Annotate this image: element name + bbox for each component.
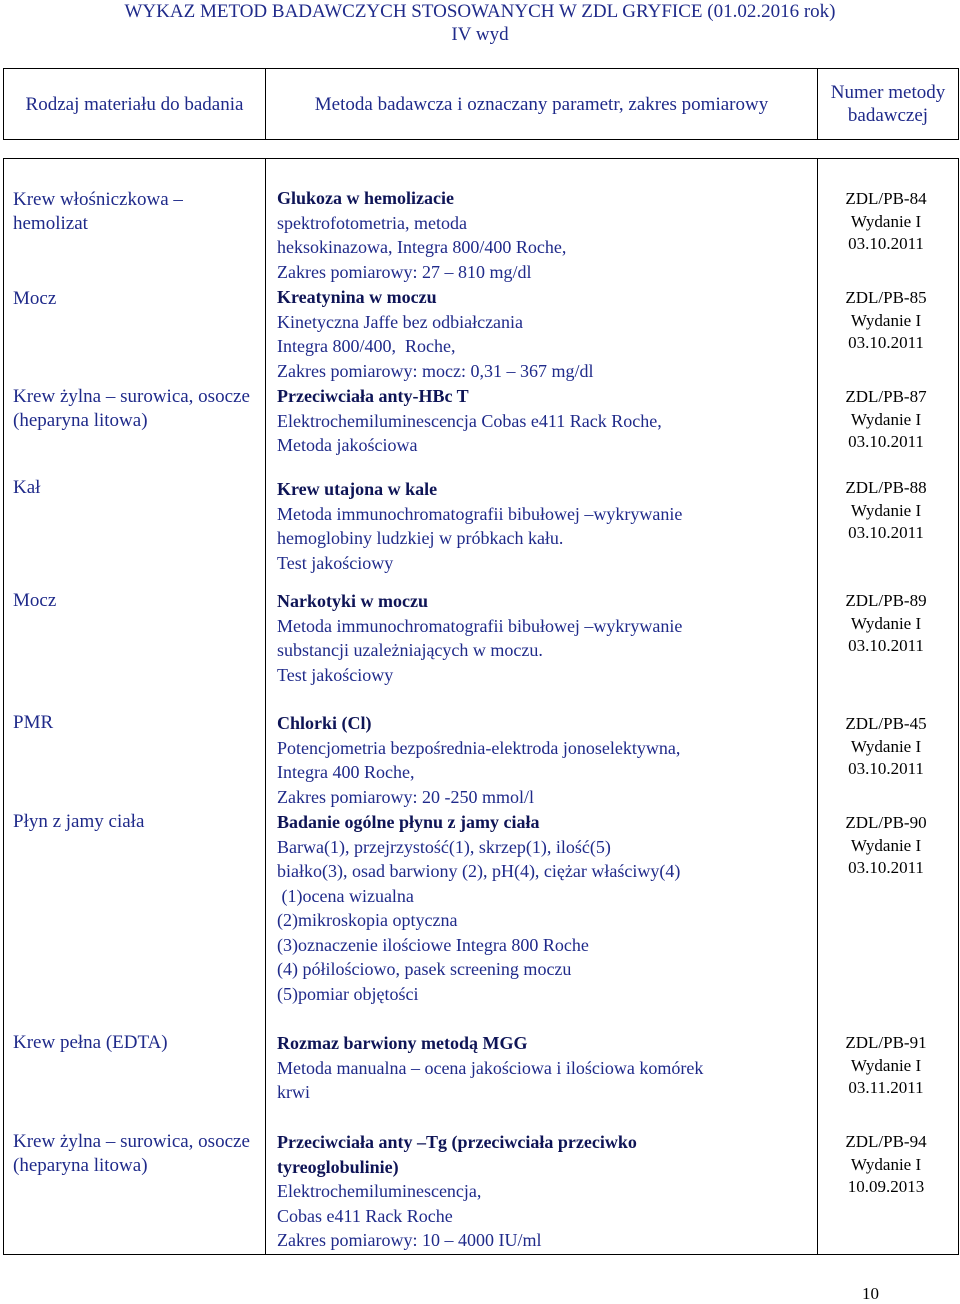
method-line: Metoda immunochromatografii bibułowej –wykrywanie [277, 615, 683, 636]
method-number-code: ZDL/PB-84 [845, 189, 927, 208]
method-number-edition: Wydanie I [850, 736, 922, 756]
material-cell: Krew pełna (EDTA) [13, 1032, 168, 1053]
header-method: Metoda badawcza i oznaczany parametr, zakres pomiarowy [266, 69, 818, 140]
material-cell: PMR [13, 712, 54, 733]
method-number-code: ZDL/PB-85 [845, 288, 927, 307]
method-line: Test jakościowy [277, 664, 394, 685]
method-line: Potencjometria bezpośrednia-elektroda jonoselektywna, [277, 737, 681, 758]
method-line: hemoglobiny ludzkiej w próbkach kału. [277, 528, 564, 548]
method-line: (4) półilościowo, pasek screening moczu [277, 959, 572, 979]
title-line-2: IV wyd [451, 24, 509, 45]
method-number-date: 03.10.2011 [848, 333, 924, 352]
material-cell: Płyn z jamy ciała [13, 811, 145, 832]
page-number: 10 [862, 1284, 879, 1303]
method-title: Krew utajona w kale [277, 479, 438, 499]
material-cell: Mocz [13, 590, 57, 611]
method-number-cell [818, 287, 954, 355]
method-number-cell [818, 386, 954, 454]
method-number-code: ZDL/PB-91 [845, 1033, 927, 1052]
method-line: spektrofotometria, metoda [277, 212, 467, 233]
method-title: Kreatynina w moczu [277, 287, 437, 307]
method-number-code: ZDL/PB-89 [845, 591, 927, 610]
method-number-edition: Wydanie I [850, 409, 922, 429]
method-line: Cobas e411 Rack Roche [277, 1205, 453, 1226]
method-line: Kinetyczna Jaffe bez odbiałczania [277, 311, 524, 332]
method-line: substancji uzależniających w moczu. [277, 640, 543, 660]
method-line: (5)pomiar objętości [277, 983, 419, 1004]
method-number-code: ZDL/PB-87 [845, 387, 927, 406]
method-number-code: ZDL/PB-45 [845, 714, 927, 733]
method-number-code: ZDL/PB-90 [845, 813, 927, 832]
method-line: Zakres pomiarowy: mocz: 0,31 – 367 mg/dl [277, 360, 594, 381]
material-cell: Krew żylna – surowica, osocze (heparyna litowa) [13, 386, 250, 431]
method-line: Metoda jakościowa [277, 435, 418, 455]
method-number-edition: Wydanie I [850, 1154, 922, 1174]
header-table [3, 68, 959, 140]
material-cell: Kał [13, 477, 41, 498]
method-title: Chlorki (Cl) [277, 713, 372, 733]
method-line: Elektrochemiluminescencja, [277, 1181, 482, 1201]
method-number-edition: Wydanie I [850, 1055, 922, 1075]
method-number-cell [818, 1131, 954, 1199]
method-title: Przeciwciała anty –Tg (przeciwciała przeciwko [277, 1132, 637, 1152]
method-number-cell [818, 1032, 954, 1100]
method-title: Przeciwciała anty-HBc T [277, 386, 469, 406]
method-number-code: ZDL/PB-94 [845, 1132, 927, 1151]
method-number-edition: Wydanie I [850, 310, 922, 330]
material-cell: Mocz [13, 288, 57, 309]
method-title: Narkotyki w moczu [277, 591, 428, 611]
method-number-edition: Wydanie I [850, 613, 922, 633]
method-title: Glukoza w hemolizacie [277, 188, 454, 208]
method-line: Zakres pomiarowy: 10 – 4000 IU/ml [277, 1230, 542, 1250]
material-cell: Krew żylna – surowica, osocze (heparyna litowa) [13, 1131, 250, 1176]
method-title: Badanie ogólne płynu z jamy ciała [277, 812, 540, 832]
method-number-date: 03.10.2011 [848, 523, 924, 542]
method-number-date: 03.10.2011 [848, 432, 924, 451]
method-number-date: 03.10.2011 [848, 636, 924, 655]
method-line: Metoda manualna – ocena jakościowa i ilościowa komórek [277, 1057, 704, 1078]
method-number-code: ZDL/PB-88 [845, 478, 927, 497]
method-line: (2)mikroskopia optyczna [277, 910, 458, 930]
title-line-1: WYKAZ METOD BADAWCZYCH STOSOWANYCH W ZDL GRYFICE (01.02.2016 rok) [124, 1, 836, 22]
method-title: Rozmaz barwiony metodą MGG [277, 1033, 528, 1053]
method-title-cont: tyreoglobulinie) [277, 1156, 399, 1177]
method-number-date: 10.09.2013 [847, 1177, 925, 1196]
method-number-edition: Wydanie I [850, 835, 922, 855]
document-title [0, 0, 960, 46]
method-number-cell [818, 188, 954, 256]
method-number-edition: Wydanie I [850, 211, 922, 231]
method-line: Zakres pomiarowy: 20 -250 mmol/l [277, 786, 534, 807]
method-line: Elektrochemiluminescencja Cobas e411 Rack Roche, [277, 410, 662, 431]
method-number-date: 03.10.2011 [848, 234, 924, 253]
method-line: (1)ocena wizualna [277, 885, 414, 906]
method-line: krwi [277, 1082, 310, 1102]
method-number-date: 03.10.2011 [848, 858, 924, 877]
method-line: Integra 800/400, Roche, [277, 336, 456, 356]
method-number-cell [818, 477, 954, 545]
method-line: (3)oznaczenie ilościowe Integra 800 Roche [277, 934, 589, 955]
method-line: białko(3), osad barwiony (2), pH(4), ciężar właściwy(4) [277, 861, 681, 881]
method-number-cell [818, 812, 954, 880]
header-material: Rodzaj materiału do badania [4, 69, 266, 140]
method-number-cell [818, 590, 954, 658]
material-column [4, 159, 266, 1255]
method-number-date: 03.11.2011 [848, 1078, 924, 1097]
method-line: Zakres pomiarowy: 27 – 810 mg/dl [277, 261, 532, 282]
material-cell: Krew włośniczkowa – hemolizat [13, 189, 183, 234]
method-number-edition: Wydanie I [850, 500, 922, 520]
method-number-cell [818, 713, 954, 781]
method-line: heksokinazowa, Integra 800/400 Roche, [277, 237, 567, 257]
method-line: Integra 400 Roche, [277, 762, 415, 782]
method-line: Test jakościowy [277, 552, 394, 573]
method-number-date: 03.10.2011 [848, 759, 924, 778]
method-line: Barwa(1), przejrzystość(1), skrzep(1), ilość(5) [277, 836, 611, 857]
method-line: Metoda immunochromatografii bibułowej –wykrywanie [277, 503, 683, 524]
header-number: Numer metody badawczej [818, 69, 959, 140]
